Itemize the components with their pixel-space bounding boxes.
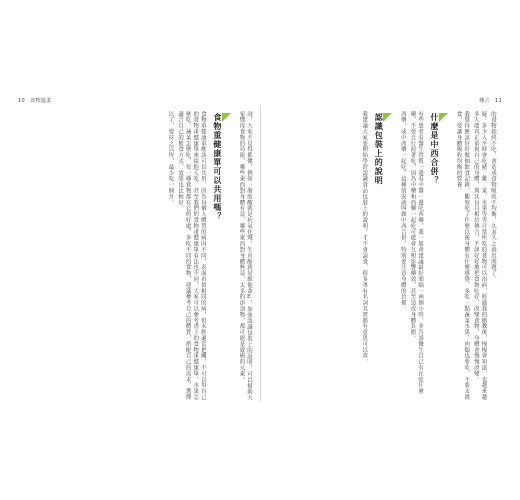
green-triangle-marker bbox=[439, 113, 448, 122]
paragraph: 的食物始終不吃，會造成食物吸收不均衡，久而久之就出問題了。 bbox=[490, 111, 496, 283]
green-triangle-marker bbox=[222, 113, 231, 122]
section-heading-text: 食物重健康單可以共用嗎？ bbox=[212, 113, 222, 221]
paragraph: 我覺得應該好好做個飲食記錄，觀察吃了什麼以後身體有什麼感覺，多吃一點蔬菜水果，肉類也要吃，不要太挑食，要讓身體吸收均衡的營養。 bbox=[455, 111, 470, 401]
page-header-left: 10 食物溫柔 bbox=[18, 98, 52, 104]
book-spread bbox=[18, 97, 502, 405]
paragraph: 我建議大家要開始學習認識食品包裝上的說明，才不會誤食，很多專有名詞其實都有意思可以查。 bbox=[361, 111, 368, 365]
left-page bbox=[26, 111, 252, 401]
paragraph: 以了，要持之以恆，最少吃一個月。 bbox=[167, 111, 174, 206]
section-heading-text: 認識包裝上的說明 bbox=[374, 113, 384, 185]
paragraph: 食物重健康單應該可以共用，因為每個人體質的病因不同，表面看似相同的病，但未經適當把關，不可以用自己的食物重健康單來給他人吃，甚至我們的食物重健康單看法也不同，大家可以參考書上的食物重健康單，水果怎麼吃，蔬菜怎麼吃，每一種食物都有它的好處，多吃不同的食物，建議參考自己的體質，搭配自己的需求，選擇適合自己的飲食方式，效果也比較好。 bbox=[177, 111, 206, 401]
book-gutter bbox=[260, 105, 261, 401]
right-page bbox=[270, 111, 496, 401]
paragraph: 西藥，或中西藥一起吃，這種情況就叫做中西合併，特別要注意身體的負擔。 bbox=[399, 111, 406, 312]
paragraph: 詞，大家不見得都懂，例如：脂肪酸就是抗氧化劑，生育酚就是維他命E，加強認識包裝上的說明，可以幫助大家懂得食物的功能，哪些東西對身體有益，哪些東西對身體無益，太多的添加物，都可能是致癌的元素。 bbox=[238, 111, 252, 401]
section-heading bbox=[429, 111, 448, 401]
green-triangle-marker bbox=[383, 113, 392, 122]
section-heading-text: 什麼是中西合併？ bbox=[430, 113, 440, 185]
page-header-right: 傳言 11 bbox=[479, 98, 502, 104]
section-heading bbox=[212, 111, 231, 401]
paragraph: 有些患者看醫生習慣一邊看中醫一邊吃西藥，我一般會建議最好間隔一兩個小時，並告訴醫生自己有在吃什麼藥，不要自行混著吃，因為中藥和西藥一起吃可能會互相影響藥效，甚至造成身體負擔。 bbox=[409, 111, 424, 395]
paragraph: 疑：多少人平時會吃豬、雞、菜、水果等等日常所吃的食物可以治病，經過我的衛教後，慢慢會知道，也越來越多人能真正重視自己的身體，與其盲目相信傳言，不如好好地把食物吃好，改變食物，身體會慢慢改變。 bbox=[472, 111, 487, 401]
section-heading bbox=[373, 111, 392, 401]
